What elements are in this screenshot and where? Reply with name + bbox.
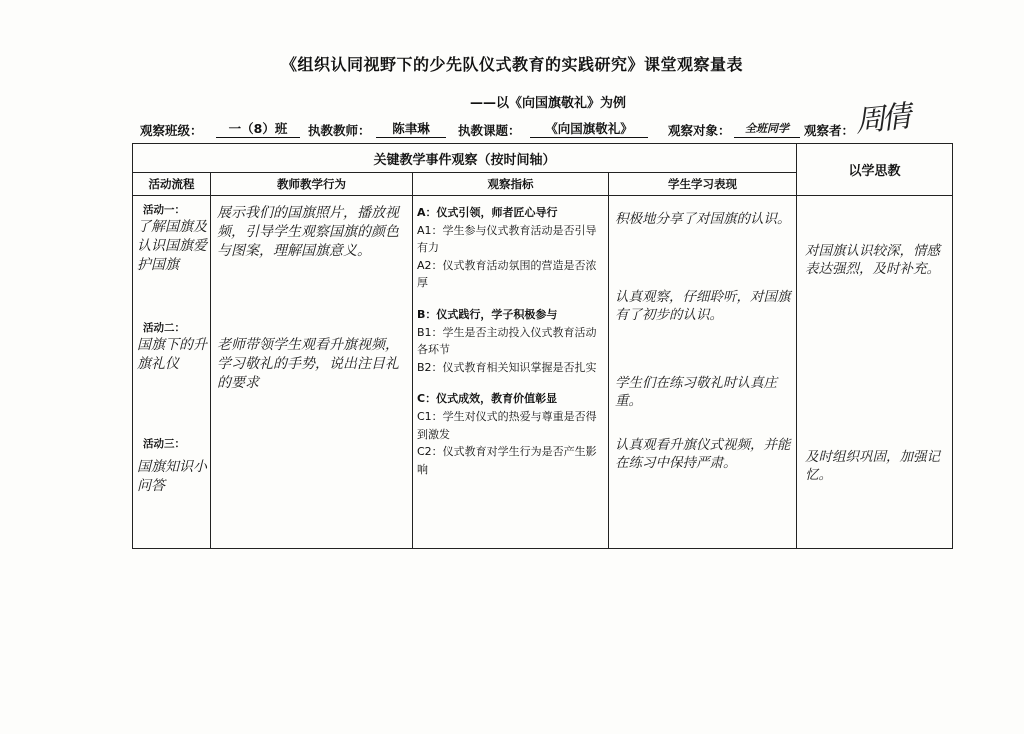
class-value: 一（8）班 — [216, 121, 300, 138]
section-header: 关键教学事件观察（按时间轴） — [133, 144, 797, 173]
activity-content: 了解国旗及认识国旗爱护国旗 — [137, 219, 207, 273]
object-value: 全班同学 — [734, 121, 800, 138]
indicator-cell — [413, 196, 609, 549]
student-performance-cell — [609, 196, 797, 549]
indicator-item: C2：仪式教育对学生行为是否产生影响 — [417, 445, 597, 476]
observation-table — [132, 143, 953, 549]
activity-content: 国旗下的升旗礼仪 — [137, 337, 207, 372]
indicator-item: B1：学生是否主动投入仪式教育活动各环节 — [417, 325, 597, 357]
reflection-cell — [797, 196, 953, 549]
topic-label: 执教课题： — [458, 123, 521, 138]
page-title: 《组织认同视野下的少先队仪式教育的实践研究》课堂观察量表 — [280, 55, 743, 74]
class-label: 观察班级： — [140, 123, 203, 138]
indicator-item: A1：学生参与仪式教育活动是否引导有力 — [417, 223, 597, 255]
column-header: 学生学习表现 — [609, 173, 797, 196]
teacher-note: 展示我们的国旗照片，播放视频，引导学生观察国旗的颜色与图案，理解国旗意义。 — [217, 205, 399, 259]
teacher-label: 执教教师： — [308, 123, 371, 138]
activity-label: 活动二： — [143, 322, 185, 334]
activity-content: 国旗知识小问答 — [137, 459, 207, 494]
reflection-note: 及时组织巩固，加强记忆。 — [805, 449, 941, 484]
indicator-group: A：仪式引领，师者匠心导行 — [417, 206, 558, 219]
indicator-group: C：仪式成效，教育价值彰显 — [417, 392, 558, 406]
indicator-item: A2：仪式教育活动氛围的营造是否浓厚 — [417, 258, 597, 290]
activity-cell — [133, 196, 211, 549]
teacher-value: 陈聿琳 — [376, 121, 446, 138]
student-note: 认真观察，仔细聆听，对国旗有了初步的认识。 — [615, 289, 791, 324]
activity-label: 活动一： — [143, 204, 185, 216]
page-subtitle: ——以《向国旗敬礼》为例 — [470, 96, 627, 111]
observer-signature: 周倩 — [853, 99, 910, 140]
column-header: 活动流程 — [133, 173, 211, 196]
observer-label: 观察者： — [804, 123, 855, 138]
meta-row — [140, 121, 960, 141]
activity-label: 活动三： — [143, 438, 185, 450]
student-note: 学生们在练习敬礼时认真庄重。 — [615, 375, 777, 410]
object-label: 观察对象： — [668, 123, 731, 138]
indicator-group: B：仪式践行，学子积极参与 — [417, 307, 558, 321]
indicator-item: C1：学生对仪式的热爱与尊重是否得到激发 — [417, 409, 597, 441]
student-note: 积极地分享了对国旗的认识。 — [615, 211, 791, 227]
indicator-item: B2：仪式教育相关知识掌握是否扎实 — [417, 360, 597, 374]
topic-value: 《向国旗敬礼》 — [530, 121, 648, 138]
column-header: 观察指标 — [413, 173, 609, 196]
teacher-behavior-cell — [211, 196, 413, 549]
reflection-note: 对国旗认识较深，情感表达强烈，及时补充。 — [805, 243, 941, 278]
column-header: 教师教学行为 — [211, 173, 413, 196]
student-note: 认真观看升旗仪式视频，并能在练习中保持严肃。 — [615, 437, 791, 472]
reflection-header: 以学思教 — [797, 144, 953, 196]
teacher-note: 老师带领学生观看升旗视频，学习敬礼的手势，说出注目礼的要求 — [217, 337, 399, 391]
